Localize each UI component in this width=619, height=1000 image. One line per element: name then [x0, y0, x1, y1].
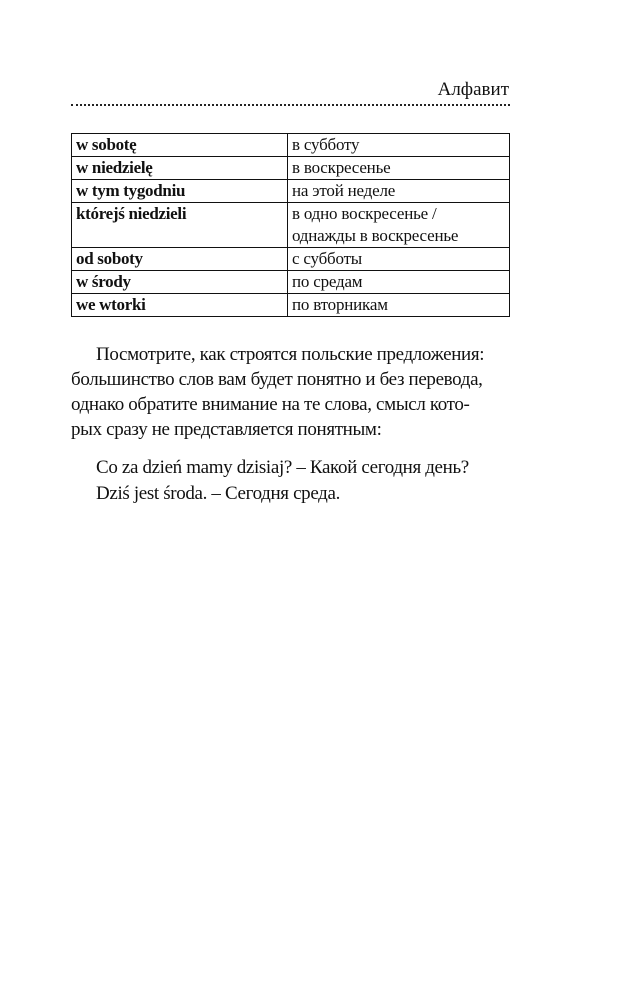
polish-phrase: we wtorki: [72, 294, 288, 317]
russian-translation: [288, 203, 510, 248]
example-sentence: Dziś jest środa. – Сегодня среда.: [96, 483, 340, 504]
polish-phrase: w środy: [72, 271, 288, 294]
russian-translation: по средам: [288, 271, 510, 294]
table-row: [72, 271, 510, 294]
paragraph-line: рых сразу не представляется понятным:: [71, 419, 382, 440]
translation-line: однажды в воскресенье: [292, 226, 459, 245]
example-sentences: [96, 455, 510, 507]
header-dotted-rule: [71, 104, 510, 106]
russian-translation: по вторникам: [288, 294, 510, 317]
table-row: [72, 180, 510, 203]
russian-translation: на этой неделе: [288, 180, 510, 203]
polish-phrase: od soboty: [72, 248, 288, 271]
table-row: [72, 294, 510, 317]
table-row: [72, 203, 510, 248]
example-sentence: Co za dzień mamy dzisiaj? – Какой сегодня день?: [96, 457, 469, 478]
paragraph-line: большинство слов вам будет понятно и без перевода,: [71, 369, 483, 390]
body-paragraph: [71, 342, 510, 442]
polish-phrase: którejś niedzieli: [72, 203, 288, 248]
vocabulary-table: [71, 133, 510, 317]
paragraph-line: однако обратите внимание на те слова, смысл кото-: [71, 394, 470, 415]
polish-phrase: w sobotę: [72, 134, 288, 157]
table-row: [72, 157, 510, 180]
table-row: [72, 134, 510, 157]
table-row: [72, 248, 510, 271]
russian-translation: в воскресенье: [288, 157, 510, 180]
russian-translation: в субботу: [288, 134, 510, 157]
russian-translation: с субботы: [288, 248, 510, 271]
polish-phrase: w niedzielę: [72, 157, 288, 180]
paragraph-line: Посмотрите, как строятся польские предложения:: [96, 344, 485, 365]
translation-line: в одно воскресенье /: [292, 204, 437, 223]
running-head-title: Алфавит: [437, 79, 509, 100]
polish-phrase: w tym tygodniu: [72, 180, 288, 203]
